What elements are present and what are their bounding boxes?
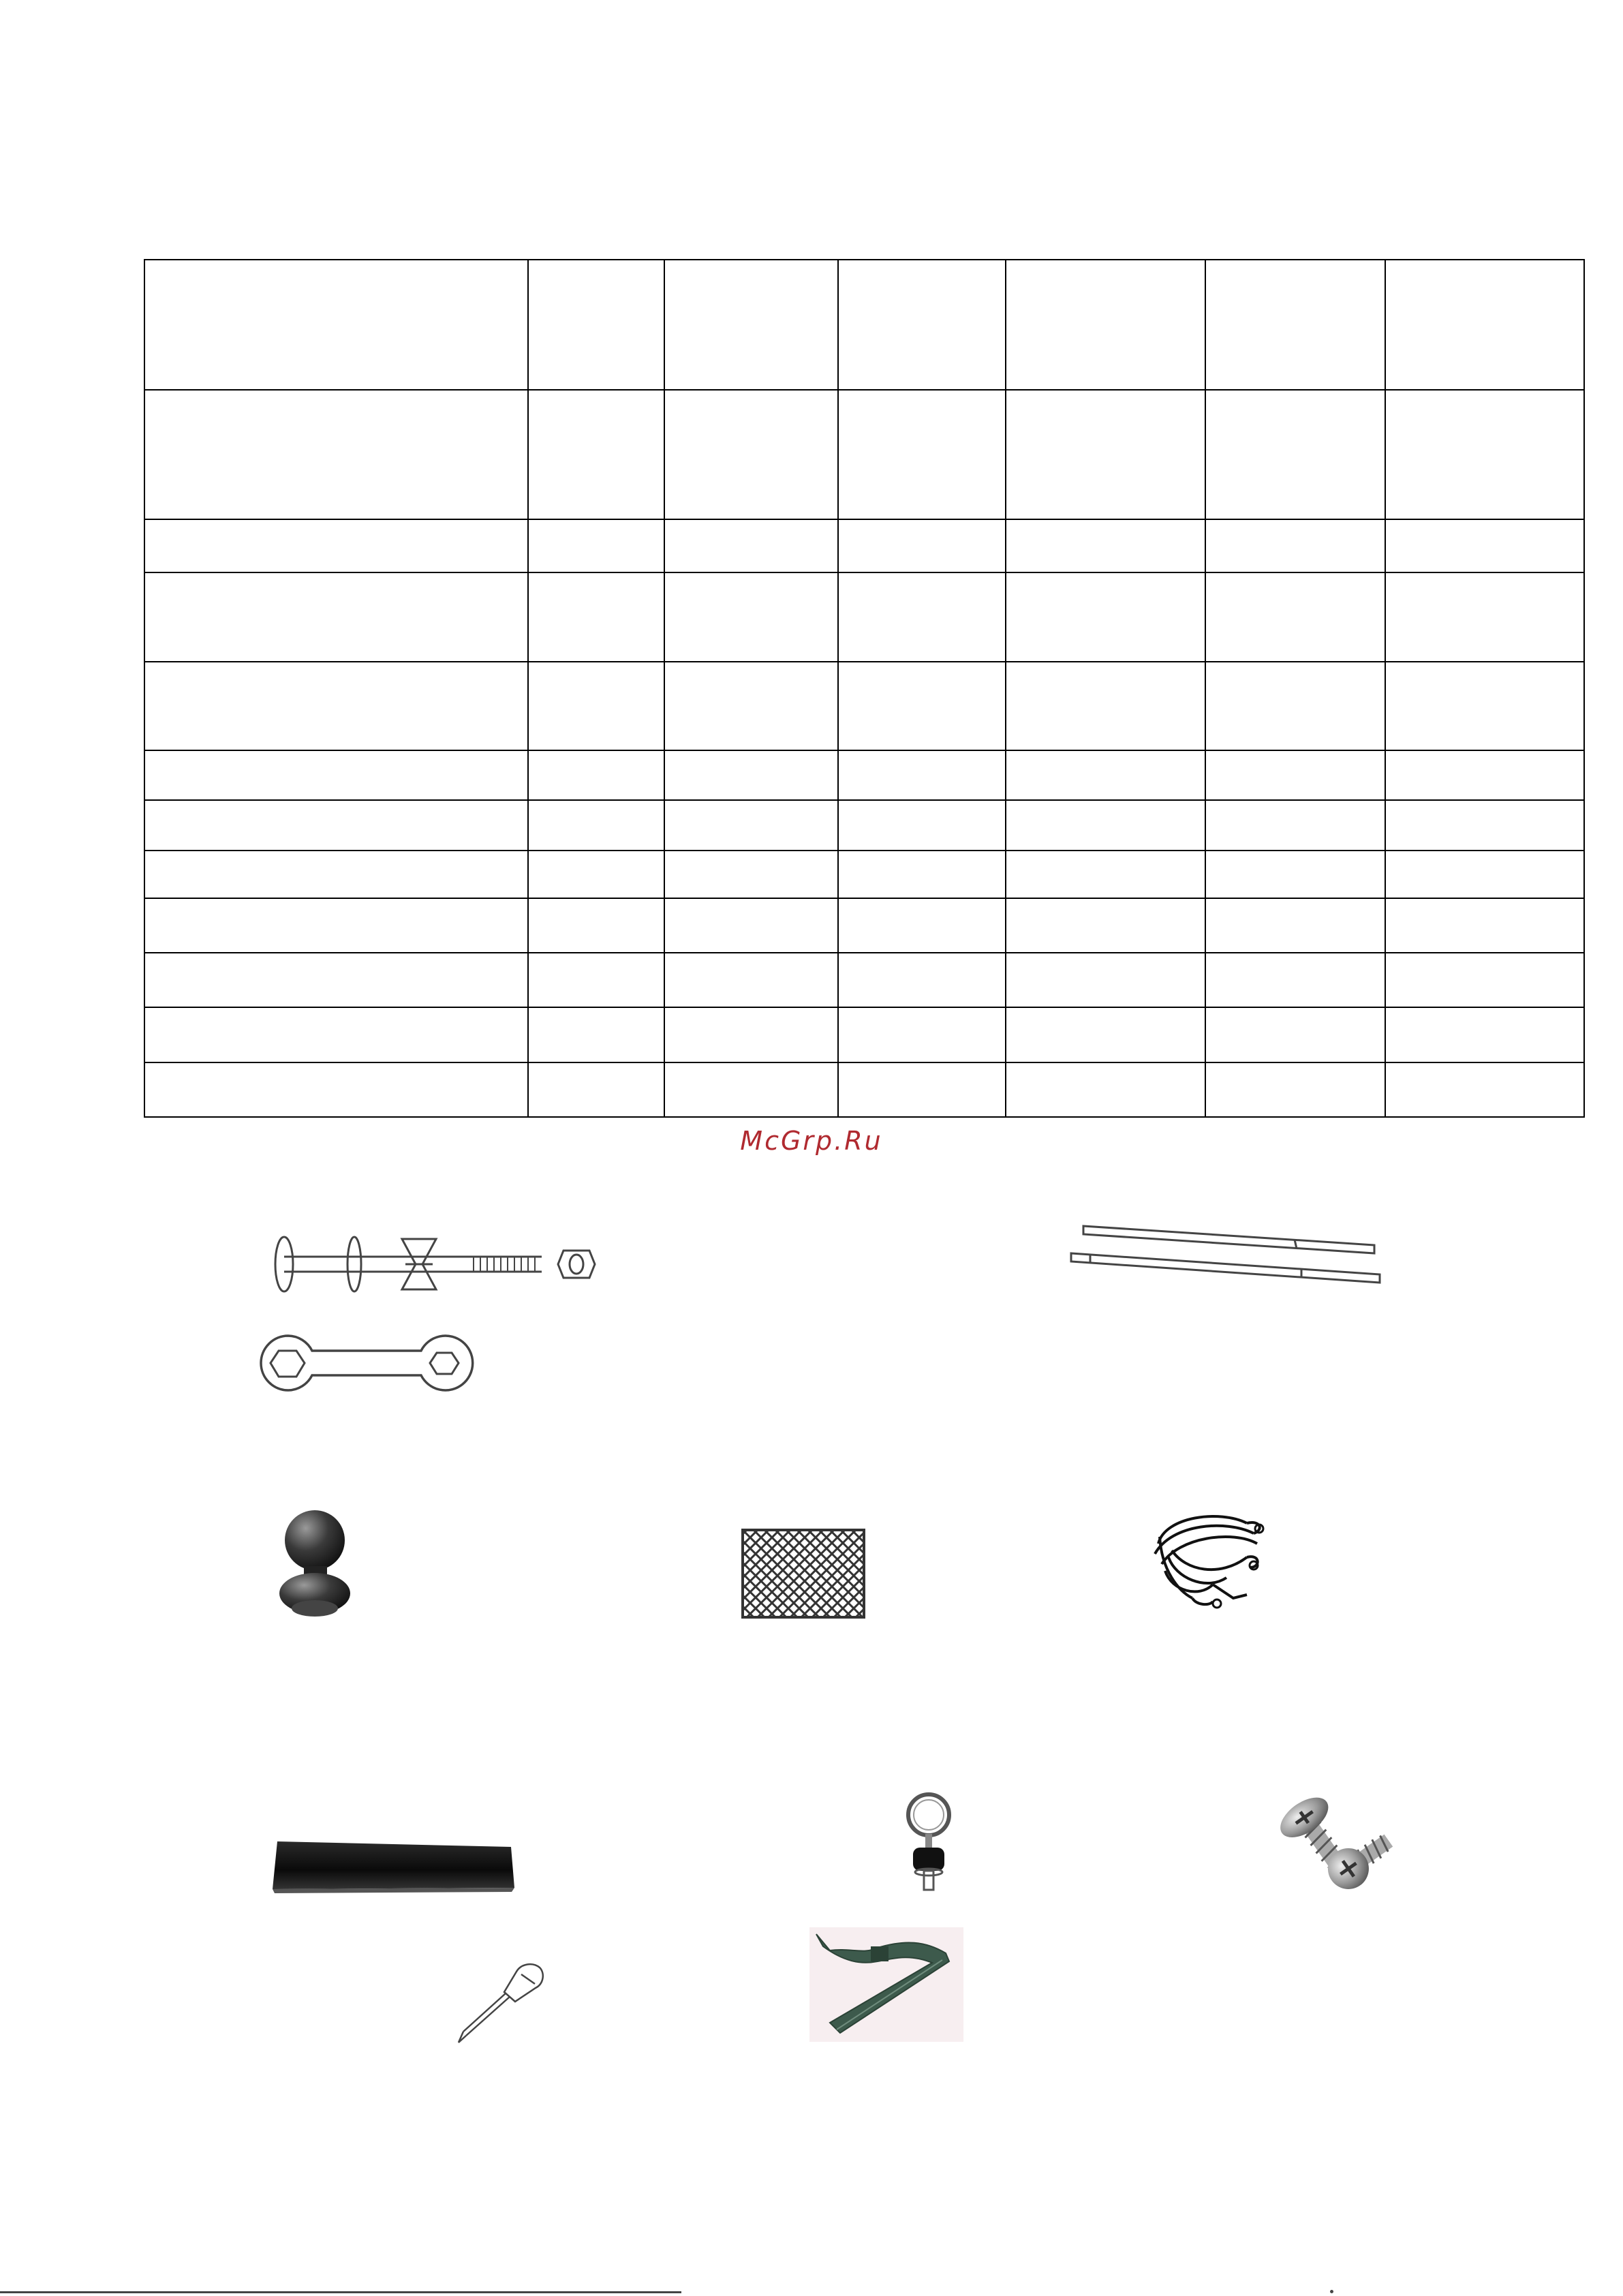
table-row xyxy=(144,851,1584,898)
table-cell xyxy=(1385,1062,1584,1117)
mesh-net-icon xyxy=(739,1527,869,1622)
bolt-washer-nut-icon xyxy=(269,1227,610,1302)
table-cell xyxy=(664,1007,838,1062)
table-cell xyxy=(1006,1062,1205,1117)
table-cell xyxy=(838,851,1006,898)
table-cell xyxy=(664,851,838,898)
table-cell xyxy=(1205,390,1385,520)
table-cell xyxy=(528,1062,664,1117)
table-cell xyxy=(664,800,838,850)
table-cell xyxy=(664,519,838,572)
table-cell xyxy=(664,572,838,661)
table-cell xyxy=(838,800,1006,850)
footer-mark xyxy=(1330,2290,1333,2293)
table-row xyxy=(144,390,1584,520)
table-cell xyxy=(1006,572,1205,661)
table-cell xyxy=(1006,750,1205,800)
table-cell xyxy=(1385,800,1584,850)
eye-bolt-icon xyxy=(899,1789,961,1898)
table-cell xyxy=(1006,390,1205,520)
table-cell xyxy=(1006,800,1205,850)
table-row xyxy=(144,1062,1584,1117)
table-cell xyxy=(838,750,1006,800)
table-cell xyxy=(1205,1007,1385,1062)
double-hex-wrench-icon xyxy=(261,1329,472,1397)
table-cell xyxy=(528,1007,664,1062)
table-cell xyxy=(1205,898,1385,953)
table-cell xyxy=(1205,953,1385,1007)
ball-cap-icon xyxy=(273,1506,361,1622)
table-cell xyxy=(528,800,664,850)
table-row xyxy=(144,519,1584,572)
table-cell xyxy=(528,662,664,750)
table-cell xyxy=(528,851,664,898)
table-cell xyxy=(1385,572,1584,661)
table-cell xyxy=(1385,953,1584,1007)
table-row xyxy=(144,572,1584,661)
table-cell xyxy=(528,519,664,572)
table-row xyxy=(144,750,1584,800)
watermark: McGrp.Ru xyxy=(740,1126,883,1156)
table-cell xyxy=(1006,851,1205,898)
parts-table xyxy=(144,259,1585,1118)
table-cell xyxy=(1205,519,1385,572)
table-cell xyxy=(664,260,838,390)
table-cell xyxy=(528,898,664,953)
table-row xyxy=(144,260,1584,390)
table-row xyxy=(144,800,1584,850)
table-cell xyxy=(144,898,528,953)
table-cell xyxy=(144,750,528,800)
strap-icon xyxy=(809,1927,963,2042)
table-cell xyxy=(838,390,1006,520)
table-cell xyxy=(1385,390,1584,520)
table-cell xyxy=(838,1062,1006,1117)
table-cell xyxy=(528,572,664,661)
table-row xyxy=(144,898,1584,953)
table-cell xyxy=(528,260,664,390)
table-cell xyxy=(664,662,838,750)
table-row xyxy=(144,953,1584,1007)
table-cell xyxy=(1205,662,1385,750)
table-cell xyxy=(144,1007,528,1062)
pad-cover-icon xyxy=(269,1833,521,1895)
table-cell xyxy=(144,851,528,898)
table-cell xyxy=(1006,898,1205,953)
table-cell xyxy=(1205,1062,1385,1117)
table-cell xyxy=(664,1062,838,1117)
two-poles-icon xyxy=(1063,1216,1383,1312)
table-cell xyxy=(1385,750,1584,800)
table-cell xyxy=(144,1062,528,1117)
table-cell xyxy=(1205,800,1385,850)
table-cell xyxy=(1385,519,1584,572)
table-cell xyxy=(838,662,1006,750)
table-cell xyxy=(144,572,528,661)
table-cell xyxy=(1205,851,1385,898)
table-cell xyxy=(1006,662,1205,750)
footer-rule xyxy=(0,2291,681,2293)
table-cell xyxy=(144,662,528,750)
table-cell xyxy=(528,390,664,520)
table-cell xyxy=(528,750,664,800)
screwdriver-icon xyxy=(457,1959,552,2048)
table-cell xyxy=(838,260,1006,390)
table-cell xyxy=(1385,662,1584,750)
table-cell xyxy=(1385,260,1584,390)
table-row xyxy=(144,1007,1584,1062)
table-cell xyxy=(838,898,1006,953)
table-cell xyxy=(1006,1007,1205,1062)
table-cell xyxy=(144,390,528,520)
table-cell xyxy=(1385,898,1584,953)
table-cell xyxy=(1205,750,1385,800)
table-cell xyxy=(664,390,838,520)
table-cell xyxy=(1385,851,1584,898)
table-cell xyxy=(664,750,838,800)
screws-icon xyxy=(1267,1786,1397,1901)
bungee-cord-bundle-icon xyxy=(1145,1503,1271,1612)
table-cell xyxy=(838,1007,1006,1062)
table-cell xyxy=(1385,1007,1584,1062)
table-cell xyxy=(144,260,528,390)
table-cell xyxy=(1205,260,1385,390)
table-cell xyxy=(838,572,1006,661)
table-cell xyxy=(838,953,1006,1007)
table-cell xyxy=(528,953,664,1007)
table-cell xyxy=(664,898,838,953)
table-cell xyxy=(1006,260,1205,390)
table-cell xyxy=(1205,572,1385,661)
table-cell xyxy=(144,953,528,1007)
table-cell xyxy=(1006,519,1205,572)
table-cell xyxy=(1006,953,1205,1007)
table-cell xyxy=(838,519,1006,572)
table-cell xyxy=(664,953,838,1007)
table-cell xyxy=(144,519,528,572)
table-row xyxy=(144,662,1584,750)
table-cell xyxy=(144,800,528,850)
